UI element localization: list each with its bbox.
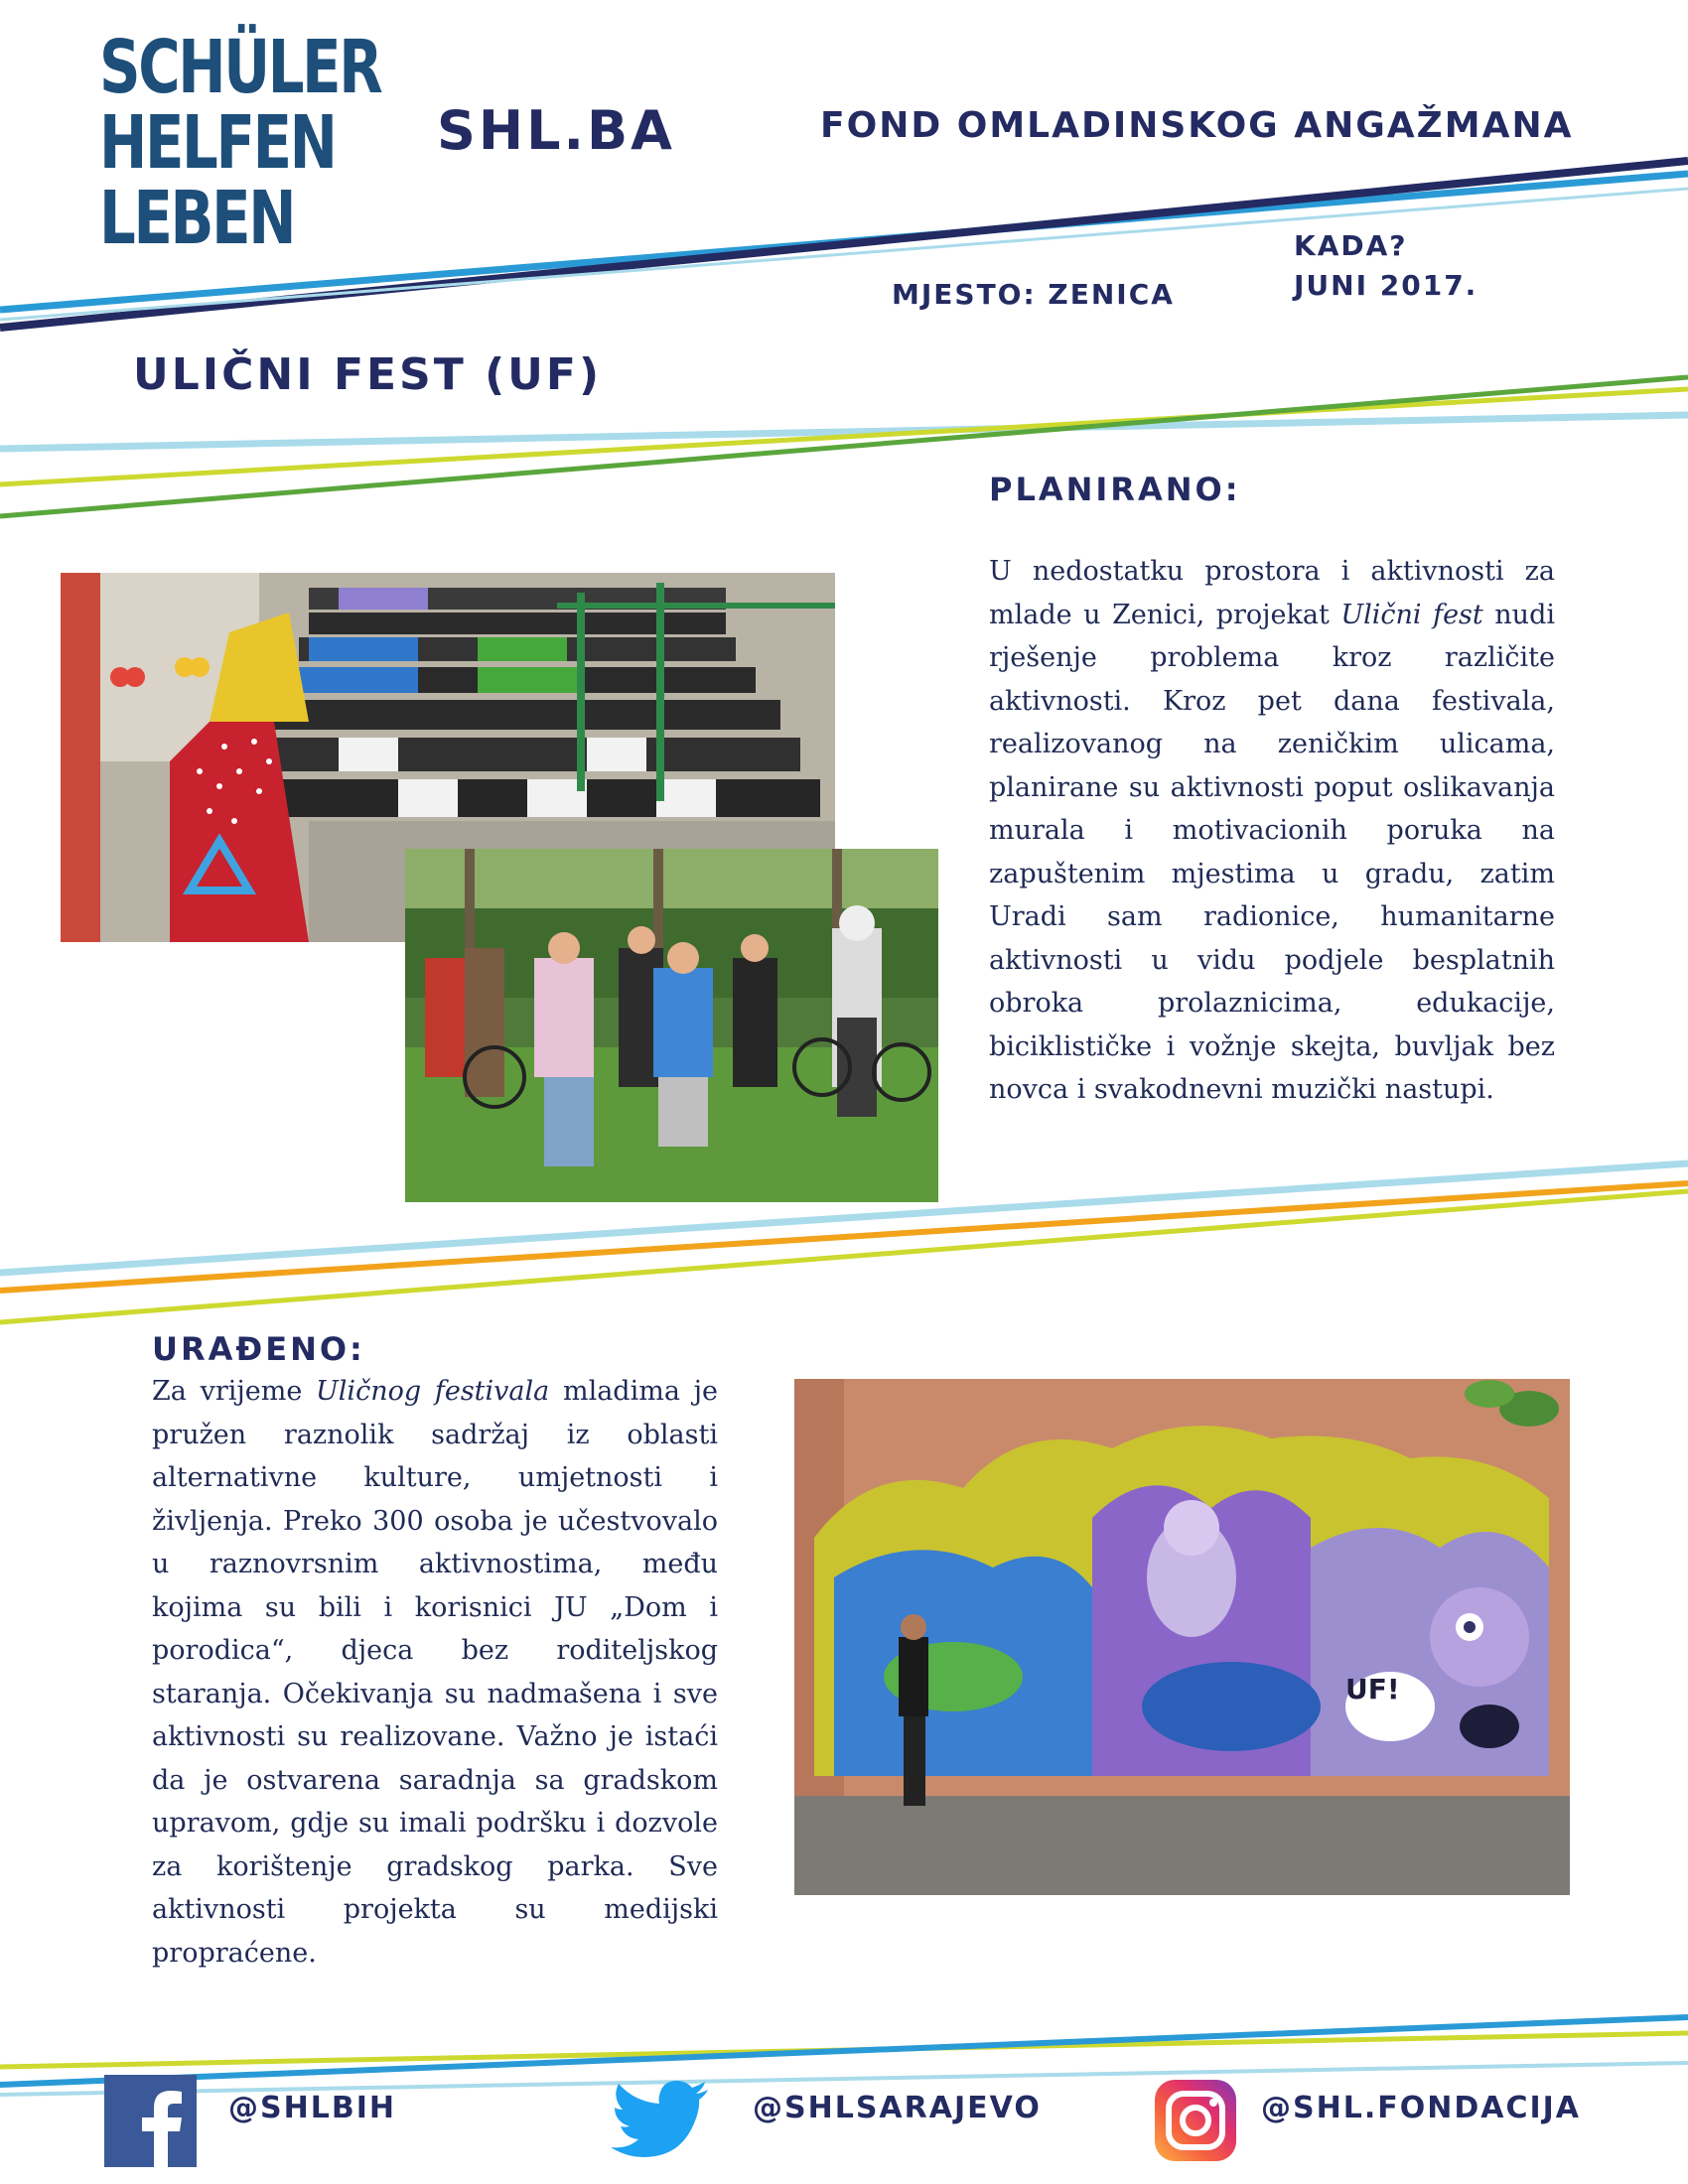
done-text-italic: Uličnog festivala — [316, 1376, 550, 1407]
instagram-icon[interactable] — [1155, 2080, 1236, 2161]
date-label: KADA? — [1294, 229, 1408, 262]
photo-kids-in-park — [405, 849, 938, 1202]
instagram-handle[interactable]: @SHL.FONDACIJA — [1261, 2091, 1582, 2125]
date-block — [1294, 226, 1477, 306]
logo-line-2: HELFEN — [99, 100, 336, 186]
done-text — [152, 1370, 718, 1975]
fund-title: FOND OMLADINSKOG ANGAŽMANA — [820, 105, 1574, 146]
facebook-icon[interactable] — [104, 2075, 197, 2167]
facebook-handle[interactable]: @SHLBIH — [228, 2091, 396, 2125]
done-text-end: mladima je pružen raznolik sadržaj iz oblasti alternativne kulture, umjetnosti i življenja. Preko 300 osoba je učestvovalo u raznovrsnim aktivnostima, među kojima su bili i korisnici JU „Dom i porodica“, djeca bez roditeljskog staranja. Očekivanja su nadmašena i sve aktivnosti su realizovane. Važno je istaći da je ostvarena saradnja sa gradskom upravom, gdje su imali podršku i dozvole za korištenje gradskog parka. Sve aktivnosti projekta su medijski propraćene. — [152, 1376, 719, 1969]
site-name: SHL.BA — [437, 99, 675, 162]
project-title: ULIČNI FEST (UF) — [133, 349, 603, 400]
twitter-handle[interactable]: @SHLSARAJEVO — [753, 2091, 1042, 2125]
planned-text-italic: Ulični fest — [1340, 599, 1483, 630]
photo-mural — [794, 1379, 1570, 1895]
planned-heading: PLANIRANO: — [989, 471, 1241, 508]
mural-tag: UF! — [1345, 1673, 1400, 1706]
planned-text — [989, 550, 1555, 1112]
done-heading: URAĐENO: — [152, 1330, 365, 1368]
done-text-start: Za vrijeme — [152, 1376, 317, 1407]
place-label: MJESTO: ZENICA — [892, 278, 1175, 311]
logo-line-3: LEBEN — [99, 176, 295, 261]
planned-text-end: nudi rješenje problema kroz različite aktivnosti. Kroz pet dana festivala, realizovanog na zeničkim ulicama, planirane su aktivnosti poput oslikavanja murala i motivacionih poruka na zapuštenim mjestima u gradu, zatim Uradi sam radionice, humanitarne aktivnosti u vidu podjele besplatnih obroka prolaznicima, edukacije, biciklističke i vožnje skejta, buvljak bez novca i svakodnevni muzički nastupi. — [989, 599, 1555, 1105]
shl-logo — [99, 25, 381, 278]
logo-line-1: SCHÜLER — [99, 25, 381, 110]
date-value: JUNI 2017. — [1294, 269, 1478, 302]
twitter-icon[interactable] — [611, 2080, 710, 2159]
planned-text-start: U nedostatku prostora i aktivnosti za mlade u Zenici, projekat — [989, 556, 1555, 630]
